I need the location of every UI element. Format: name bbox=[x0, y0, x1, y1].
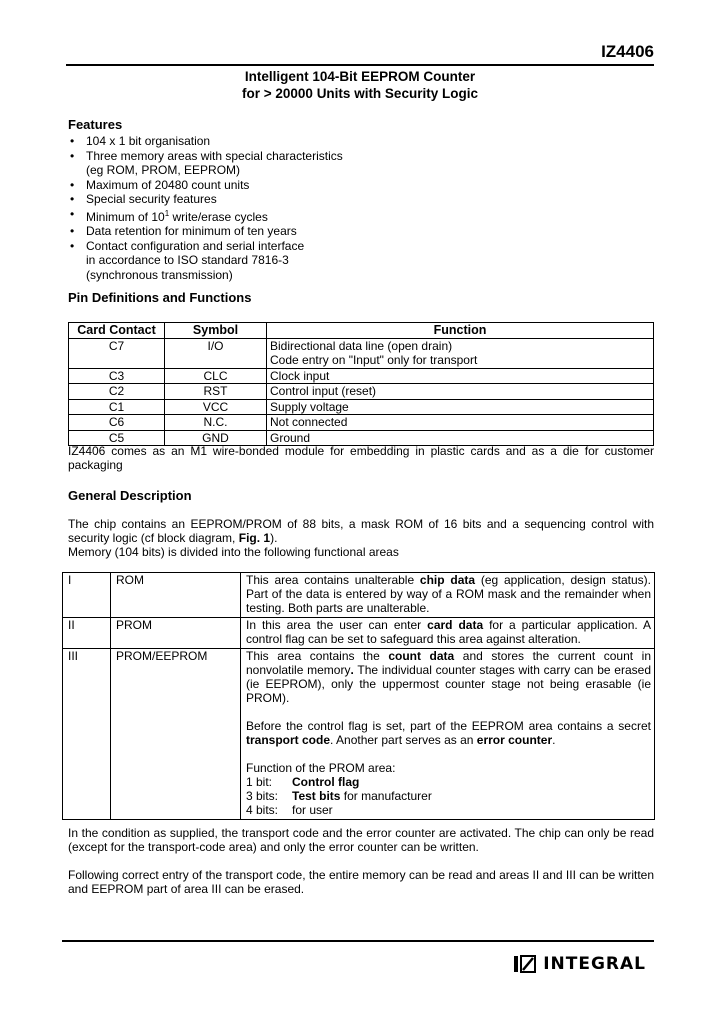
integral-logo-icon bbox=[513, 954, 537, 974]
table-row: II PROM In this area the user can enter card data for a particular application. A control flag can be set to safeguard this area against alteration. bbox=[63, 618, 655, 649]
pins-heading: Pin Definitions and Functions bbox=[68, 290, 252, 305]
memory-intro: Memory (104 bits) is divided into the following functional areas bbox=[68, 545, 399, 559]
column-header: Symbol bbox=[165, 323, 267, 339]
pin-table-header bbox=[69, 323, 654, 339]
general-paragraph: The chip contains an EEPROM/PROM of 88 bits, a mask ROM of 16 bits and a sequencing control with security logic (cf block diagram, Fig. 1). bbox=[68, 517, 654, 545]
column-header: Function bbox=[267, 323, 654, 339]
footer-rule bbox=[62, 940, 654, 942]
pin-table bbox=[68, 322, 654, 446]
table-row: C2 RST Control input (reset) bbox=[69, 384, 654, 400]
feature-item: • Data retention for minimum of ten years bbox=[68, 224, 588, 239]
table-row: C7 I/O Bidirectional data line (open drain) Code entry on "Input" only for transport bbox=[69, 338, 654, 368]
table-row: C1 VCC Supply voltage bbox=[69, 399, 654, 415]
title-line-1: Intelligent 104-Bit EEPROM Counter bbox=[244, 69, 476, 84]
bit-row: 4 bits: for user bbox=[246, 803, 333, 817]
feature-item: • Three memory areas with special characteristics (eg ROM, PROM, EEPROM) bbox=[68, 149, 588, 178]
table-row: C6 N.C. Not connected bbox=[69, 415, 654, 431]
logo-text: INTEGRAL bbox=[543, 954, 646, 974]
column-header: Card Contact bbox=[69, 323, 165, 339]
table-row: III PROM/EEPROM This area contains the count data and stores the current count in nonvolatile memory. The individual counter stages with carry can be erased (ie EEPROM), only the uppermost counter stage not being erasable (ie PROM). Before the control flag is set, part of the EEPROM area contains a secret transport code. Another part serves as an error counter. Function of the PROM area: 1 bit: Control flag 3 bits: Test bits for manufacturer 4 bits: for user bbox=[63, 649, 655, 820]
packaging-note: IZ4406 comes as an M1 wire-bonded module for embedding in plastic cards and as a die for customer packaging bbox=[68, 444, 654, 472]
feature-item: • Contact configuration and serial interface in accordance to ISO standard 7816-3 (synchronous transmission) bbox=[68, 239, 588, 283]
closing-paragraph-2: Following correct entry of the transport code, the entire memory can be read and areas II and III can be written and EEPROM part of area III can be erased. bbox=[68, 868, 654, 896]
closing-paragraph-1: In the condition as supplied, the transport code and the error counter are activated. The chip can only be read (except for the transport-code area) and only the error counter can be written. bbox=[68, 826, 654, 854]
table-row: C3 CLC Clock input bbox=[69, 368, 654, 384]
features-heading: Features bbox=[68, 117, 123, 132]
part-number: IZ4406 bbox=[601, 42, 654, 61]
title-line-2: for > 20000 Units with Security Logic bbox=[242, 86, 478, 101]
bit-row: 1 bit: Control flag bbox=[246, 775, 360, 789]
feature-item: • Maximum of 20480 count units bbox=[68, 178, 588, 193]
integral-logo bbox=[513, 954, 646, 974]
feature-item: • Minimum of $10^1$ write/erase cycles bbox=[68, 207, 588, 225]
feature-item: • Special security features bbox=[68, 192, 588, 207]
memory-areas-table bbox=[62, 572, 655, 820]
features-list bbox=[68, 134, 588, 282]
table-row: C5 GND Ground bbox=[69, 430, 654, 446]
general-heading: General Description bbox=[68, 488, 192, 503]
header-rule bbox=[66, 64, 654, 66]
table-row: I ROM This area contains unalterable chip data (eg application, design status). Part of the data is entered by way of a ROM mask and the remainder when testing. Both parts are unalterable. bbox=[63, 573, 655, 618]
feature-item: • 104 x 1 bit organisation bbox=[68, 134, 588, 149]
bit-row: 3 bits: Test bits for manufacturer bbox=[246, 789, 432, 803]
document-title bbox=[66, 68, 654, 102]
prom-function-heading: Function of the PROM area: bbox=[246, 761, 396, 775]
